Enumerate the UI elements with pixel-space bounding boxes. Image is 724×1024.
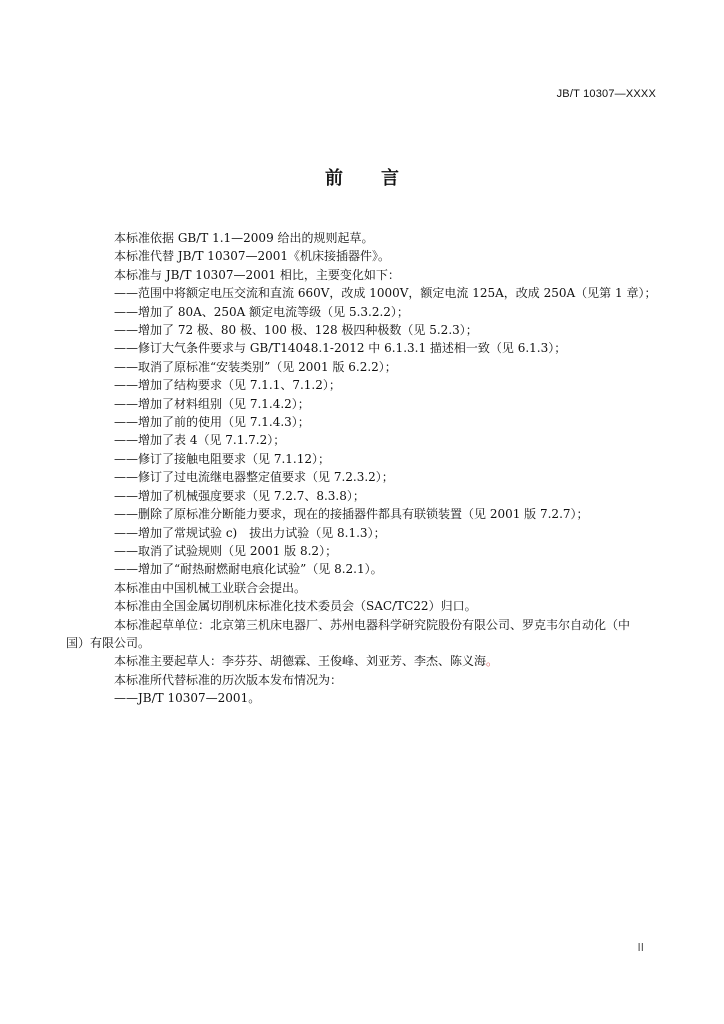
page-title: 前言 (325, 168, 437, 189)
change-item: ——取消了原标准“安装类别”（见 2001 版 6.2.2）； (114, 359, 397, 374)
change-item: ——增加了“耐热耐燃耐电痕化试验”（见 8.2.1）。 (114, 562, 383, 577)
change-item: ——范围中将额定电压交流和直流 660V，改成 1000V，额定电流 125A，改成 250A（见第 1 章）； (114, 286, 657, 301)
change-item: ——增加了 72 极、80 极、100 极、128 极四种极数（见 5.2.3）； (114, 323, 478, 338)
change-item: ——修订大气条件要求与 GB/T14048.1-2012 中 6.1.3.1 描述相一致（见 6.1.3）； (114, 341, 567, 356)
paragraph-proposed-by: 本标准由中国机械工业联合会提出。 (114, 580, 307, 595)
change-item: ——删除了原标准分断能力要求，现在的接插器件都具有联锁装置（见 2001 版 7.2.7）； (114, 507, 589, 522)
paragraph-changes-intro: 本标准与 JB/T 10307—2001 相比，主要变化如下： (114, 267, 400, 282)
paragraph-drafters (90, 652, 664, 670)
change-item: ——增加了材料组别（见 7.1.4.2）； (114, 396, 310, 411)
drafters-text: 本标准主要起草人：李芬芬、胡德霖、王俊峰、刘亚芳、李杰、陈义海 (114, 654, 487, 669)
change-item: ——增加了常规试验 c) 拔出力试验（见 8.1.3）； (114, 525, 386, 540)
drafters-end-mark: 。 (486, 654, 499, 669)
paragraph-drafting-rules: 本标准依据 GB/T 1.1—2009 给出的规则起草。 (114, 231, 374, 245)
change-item: ——增加了前的使用（见 7.1.4.3）； (114, 415, 310, 430)
paragraph-replaces: 本标准代替 JB/T 10307—2001《机床接插器件》。 (114, 249, 391, 264)
change-item: ——增加了 80A、250A 额定电流等级（见 5.3.2.2）； (114, 304, 409, 319)
change-item: ——修订了接触电阻要求（见 7.1.12）； (114, 451, 330, 466)
change-item: ——增加了机械强度要求（见 7.2.7、8.3.8）； (114, 488, 365, 503)
paragraph-history-intro: 本标准所代替标准的历次版本发布情况为： (114, 672, 343, 687)
change-item: ——修订了过电流继电器整定值要求（见 7.2.3.2）； (114, 470, 394, 485)
foreword-body (66, 229, 664, 708)
drafting-units-line1: 本标准起草单位：北京第三机床电器厂、苏州电器科学研究院股份有限公司、罗克韦尔自动化（中 (114, 617, 631, 632)
paragraph-administered-by: 本标准由全国金属切削机床标准化技术委员会（SAC/TC22）归口。 (114, 599, 477, 614)
drafting-units-line2: 国）有限公司。 (66, 635, 151, 650)
page-number: II (637, 941, 644, 954)
history-item: ——JB/T 10307—2001。 (114, 691, 261, 706)
standard-code: JB/T 10307—XXXX (556, 88, 656, 100)
change-item: ——增加了表 4（见 7.1.7.2）； (114, 433, 286, 448)
change-item: ——取消了试验规则（见 2001 版 8.2）； (114, 543, 338, 558)
change-item: ——增加了结构要求（见 7.1.1、7.1.2）； (114, 378, 341, 393)
paragraph-drafting-units (66, 616, 660, 653)
